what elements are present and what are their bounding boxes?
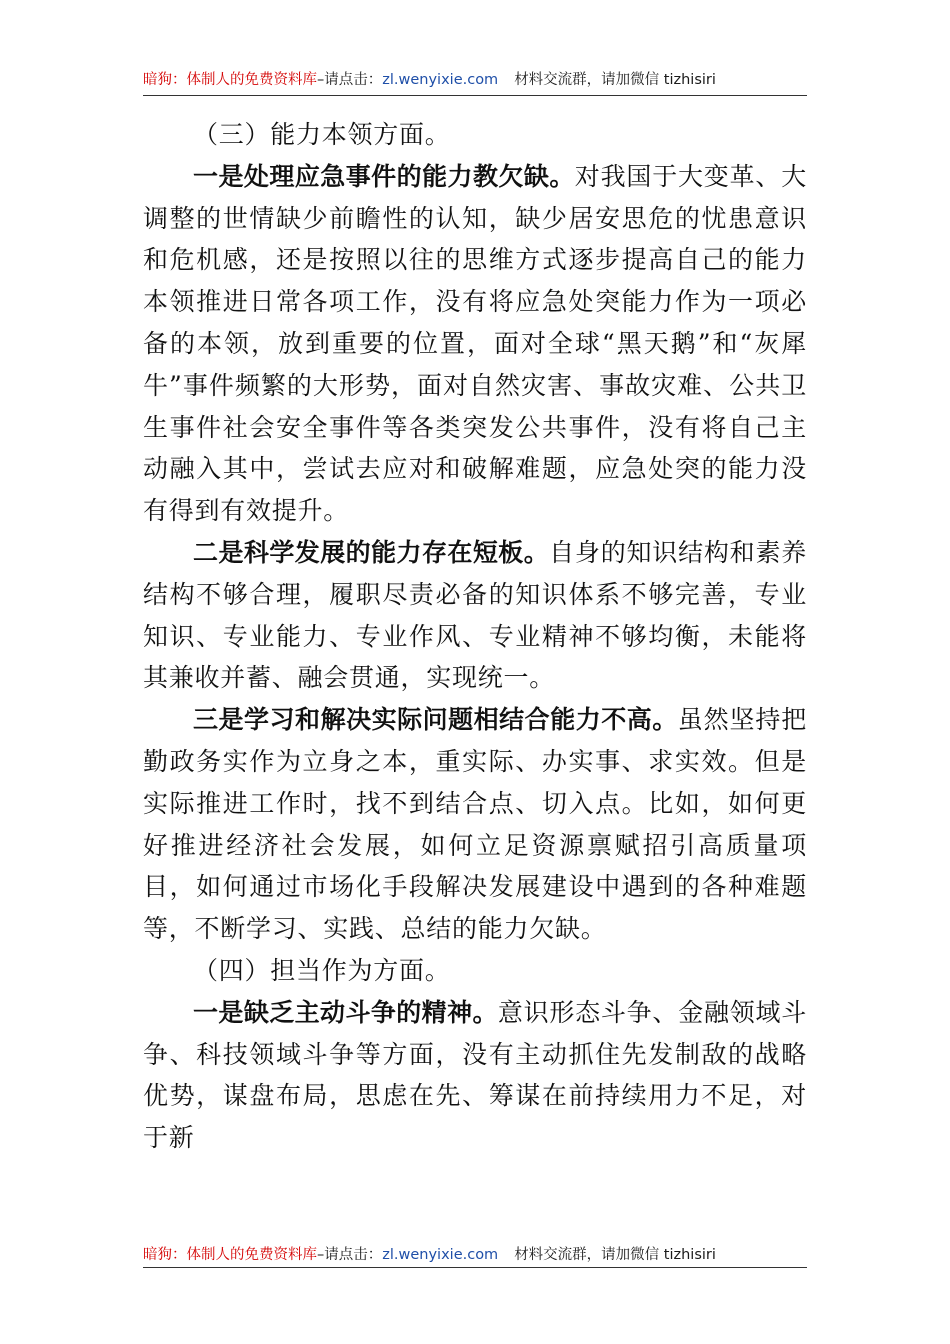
- paragraph-2-text: 自身的知识结构和素养结构不够合理，履职尽责必备的知识体系不够完善，专业知识、专业能力、专业作风、专业精神不够均衡，未能将其兼收并蓄、融会贯通，实现统一。: [143, 537, 807, 693]
- paragraph-2-lead: 二是科学发展的能力存在短板。: [193, 537, 550, 567]
- paragraph-2: [143, 532, 807, 699]
- footer-click-prompt: –请点击：: [317, 1247, 383, 1263]
- paragraph-4: [143, 992, 807, 1159]
- paragraph-4-text: 意识形态斗争、金融领域斗争、科技领域斗争等方面，没有主动抓住先发制敌的战略优势，谋盘布局，思虑在先、筹谋在前持续用力不足，对于新: [143, 997, 807, 1153]
- footer-url-link[interactable]: zl.wenyixie.com: [382, 1247, 499, 1263]
- paragraph-1-lead: 一是处理应急事件的能力教欠缺。: [193, 161, 575, 191]
- paragraph-1-text: 对我国于大变革、大调整的世情缺少前瞻性的认知，缺少居安思危的忧患意识和危机感，还是按照以往的思维方式逐步提高自己的能力本领推进日常各项工作，没有将应急处突能力作为一项必备的本领，放到重要的位置，面对全球“黑天鹅”和“灰犀牛”事件频繁的大形势，面对自然灾害、事故灾难、公共卫生事件社会安全事件等各类突发公共事件，没有将自己主动融入其中，尝试去应对和破解难题，应急处突的能力没有得到有效提升。: [143, 161, 807, 526]
- paragraph-4-lead: 一是缺乏主动斗争的精神。: [193, 997, 498, 1027]
- footer-group-note: 材料交流群，请加微信 tizhisiri: [514, 1247, 716, 1263]
- banner-url-link[interactable]: zl.wenyixie.com: [382, 72, 499, 88]
- document-body: [143, 114, 807, 1159]
- header-banner: [143, 69, 807, 91]
- section-heading-4: （四）担当作为方面。: [193, 955, 451, 985]
- footer-site-name: 暗狗：体制人的免费资料库: [143, 1247, 317, 1263]
- paragraph-3-lead: 三是学习和解决实际问题相结合能力不高。: [193, 705, 678, 735]
- banner-group-note: 材料交流群，请加微信 tizhisiri: [514, 72, 716, 88]
- paragraph-3-text: 虽然坚持把勤政务实作为立身之本，重实际、办实事、求实效。但是实际推进工作时，找不到结合点、切入点。比如，如何更好推进经济社会发展，如何立足资源禀赋招引高质量项目，如何通过市场化手段解决发展建设中遇到的各种难题等，不断学习、实践、总结的能力欠缺。: [143, 705, 807, 944]
- footer-divider: [143, 1267, 807, 1268]
- banner-site-name: 暗狗：体制人的免费资料库: [143, 72, 317, 88]
- paragraph-3: [143, 699, 807, 950]
- banner-click-prompt: –请点击：: [317, 72, 383, 88]
- section-heading-3: （三）能力本领方面。: [193, 120, 451, 149]
- header-divider: [143, 95, 807, 96]
- footer-banner: [143, 1244, 807, 1266]
- paragraph-1: [143, 156, 807, 532]
